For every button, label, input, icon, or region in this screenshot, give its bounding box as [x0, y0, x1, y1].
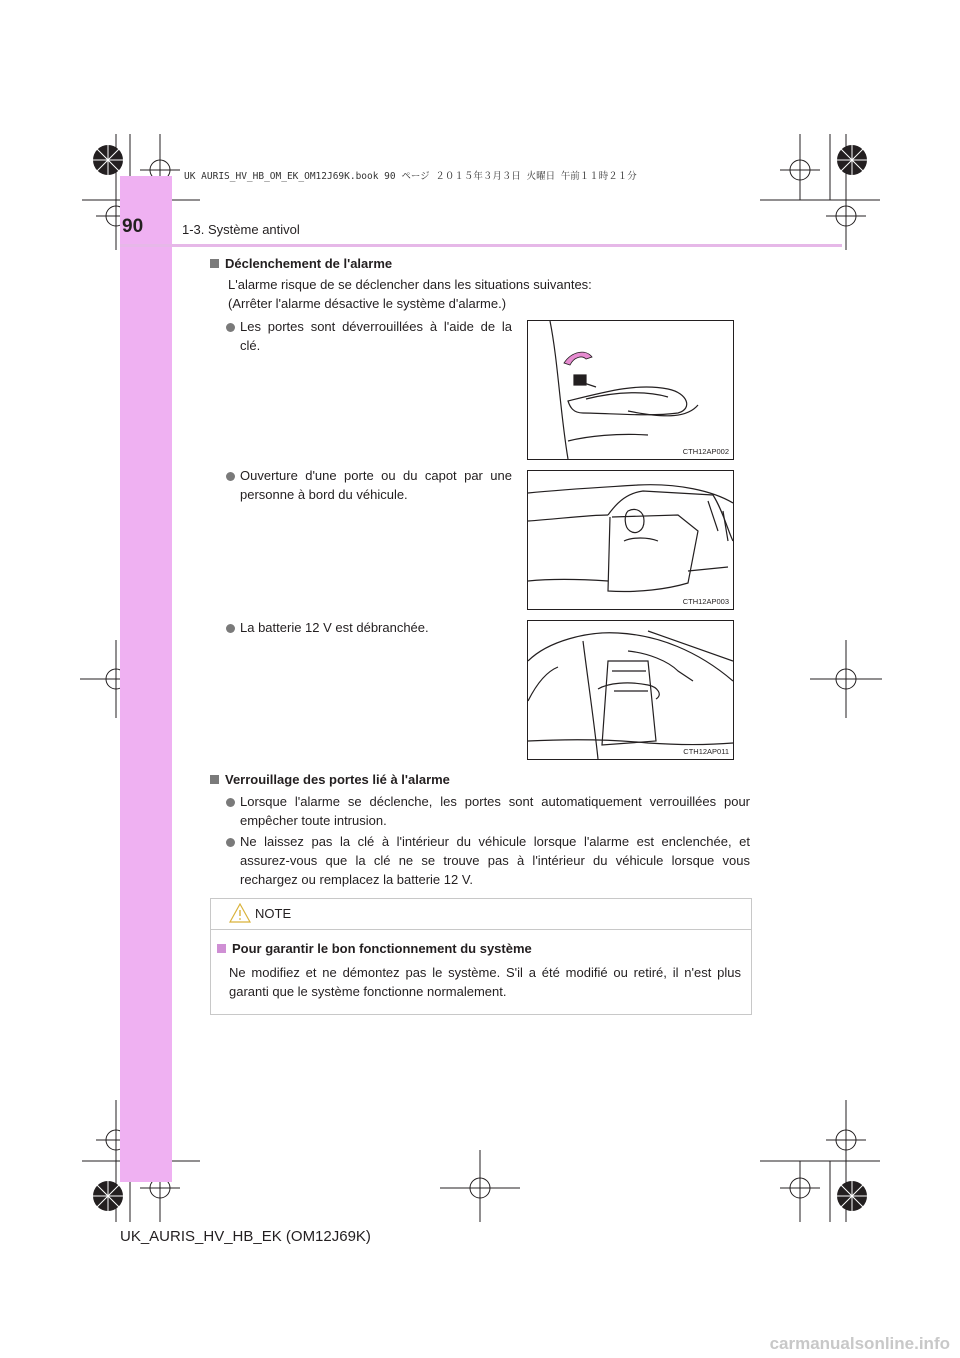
- alarm-trigger-heading-text: Déclenchement de l'alarme: [225, 256, 393, 271]
- warning-triangle-icon: [229, 903, 251, 923]
- car-occupant-illustration: [528, 471, 733, 609]
- door-lock-heading-text: Verrouillage des portes lié à l'alarme: [225, 772, 450, 787]
- note-text: Ne modifiez et ne démontez pas le système. S'il a été modifié ou retiré, il n'est plus garanti que le système fonctionne normalement.: [229, 965, 741, 999]
- chapter-side-band: [120, 176, 172, 1182]
- section-title: 1-3. Système antivol: [182, 222, 300, 237]
- figure-battery-disconnect: [527, 620, 734, 760]
- round-bullet-icon: [226, 472, 235, 481]
- note-header: [211, 899, 751, 930]
- note-box: [210, 898, 752, 1015]
- figure-code: CTH12AP011: [683, 747, 729, 756]
- alarm-trigger-intro: [228, 275, 728, 313]
- figure-occupant-opens-door: [527, 470, 734, 610]
- note-heading-text: Pour garantir le bon fonctionnement du système: [232, 941, 532, 956]
- figure-code: CTH12AP003: [682, 597, 729, 606]
- figure-door-key-unlock: [527, 320, 734, 460]
- header-rule: [120, 244, 842, 247]
- battery-compartment-illustration: [528, 621, 733, 759]
- rotate-arrow-icon: [564, 352, 592, 365]
- alarm-trigger-item-occupant: Ouverture d'une porte ou du capot par une personne à bord du véhicule.: [240, 468, 512, 502]
- figure-code: CTH12AP002: [682, 447, 729, 456]
- footer-code: UK_AURIS_HV_HB_EK (OM12J69K): [120, 1228, 371, 1245]
- door-lock-heading: [210, 772, 450, 787]
- page-number: 90: [122, 216, 144, 237]
- note-label: NOTE: [255, 906, 292, 921]
- round-bullet-icon: [226, 323, 235, 332]
- door-lock-item-key: Ne laissez pas la clé à l'intérieur du véhicule lorsque l'alarme est enclenchée, et assurez-vous que la clé ne se trouve pas à l'intérieur du véhicule lorsque vous rechargez ou remplacez la batterie 12 V.: [240, 834, 750, 887]
- watermark: carmanualsonline.info: [769, 1334, 950, 1353]
- door-handle-key-illustration: [528, 321, 733, 459]
- square-bullet-icon: [210, 259, 219, 268]
- alarm-trigger-item-battery: La batterie 12 V est débranchée.: [240, 620, 429, 635]
- door-lock-item-auto: Lorsque l'alarme se déclenche, les portes sont automatiquement verrouillées pour empêcher toute intrusion.: [240, 794, 750, 828]
- square-bullet-icon: [210, 775, 219, 784]
- book-stamp: UK AURIS_HV_HB_OM_EK_OM12J69K.book 90 ページ ２０１５年３月３日 火曜日 午前１１時２１分: [184, 171, 637, 182]
- round-bullet-icon: [226, 838, 235, 847]
- alarm-trigger-intro-line1: L'alarme risque de se déclencher dans les situations suivantes:: [228, 277, 592, 292]
- note-heading: [217, 941, 532, 956]
- round-bullet-icon: [226, 798, 235, 807]
- round-bullet-icon: [226, 624, 235, 633]
- square-bullet-icon: [217, 944, 226, 953]
- alarm-trigger-item-key: Les portes sont déverrouillées à l'aide de la clé.: [240, 319, 512, 353]
- alarm-trigger-intro-line2: (Arrêter l'alarme désactive le système d'alarme.): [228, 296, 507, 311]
- alarm-trigger-heading: [210, 256, 392, 271]
